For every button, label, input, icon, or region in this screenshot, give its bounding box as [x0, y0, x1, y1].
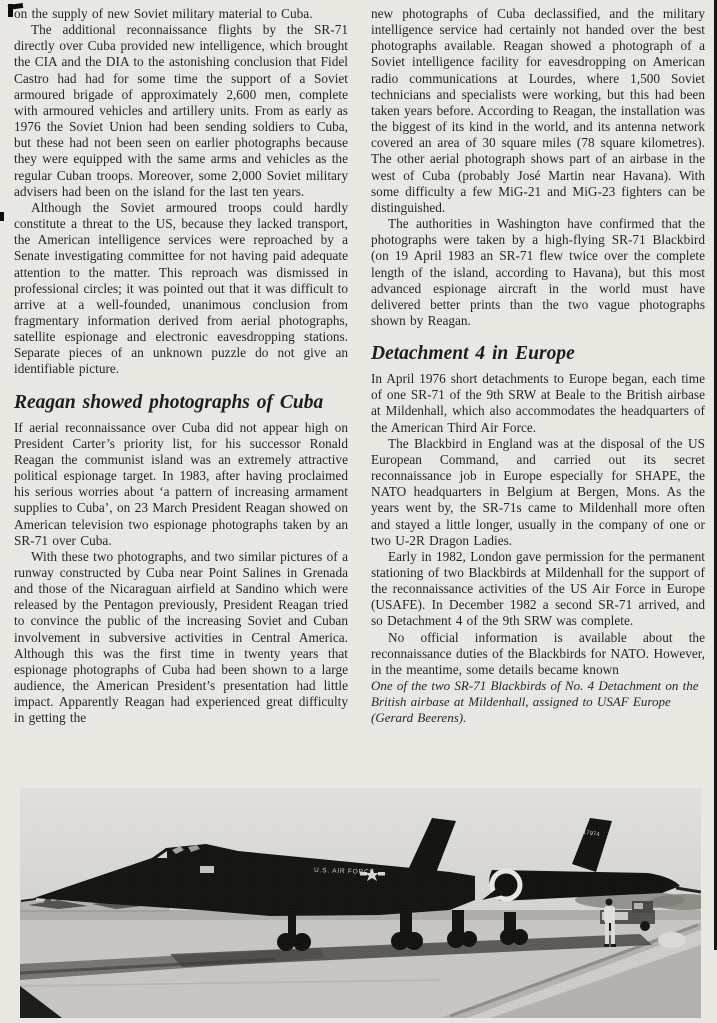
- paragraph: on the supply of new Soviet military material to Cuba.: [14, 6, 313, 21]
- paragraph: The authorities in Washington have confirmed that the photographs were taken by a high-flying SR-71 Blackbird (on 19 April 1983 an SR-71 flew twice over the complete length of the island, according to Havana), but this most advanced espionage aircraft in the world must have delivered better prints than the two vague photographs shown by Reagan.: [371, 216, 705, 328]
- photo-grain: [20, 788, 701, 1018]
- photo-caption: One of the two SR-71 Blackbirds of No. 4 Detachment on the British airbase at Mildenhall, assigned to USAF Europe (Gerard Beerens).: [371, 678, 699, 725]
- photo-sr71-blackbird: [20, 788, 701, 1018]
- paragraph: No official information is available about the reconnaissance duties of the Blackbirds for NATO. However, in the meantime, some details became known: [371, 629, 705, 677]
- paragraph: The Blackbird in England was at the disposal of the US European Command, and carried out its secret reconnaissance job in Europe especially for SHAPE, the NATO headquarters in Belgium at Bergen, Mons. As the years went by, the SR-71s came to Mildenhall more often and stayed a little longer, usually in the company of one or two U-2R Dragon Ladies.: [371, 435, 705, 548]
- paragraph: If aerial reconnaissance over Cuba did not appear high on President Carter’s priority list, for his successor Ronald Reagan the communist island was an extremely attractive political espionage target. In 1983, after having proclaimed his serious worries about ‘a pattern of increasing armament supplies to Cuba’, on 23 March President Reagan showed on American television two espionage photographs taken by an SR-71 over Cuba.: [14, 419, 348, 548]
- paragraph: With these two photographs, and two similar pictures of a runway constructed by Cuba near Point Salines in Grenada and those of the Nicaraguan airfield at Sandino which were released by the Pentagon previously, President Reagan tried to convince the public of the increasing Soviet and Cuban involvement in subversive activities in Central America. Although this was the first time in twenty years that espionage photographs of Cuba had been shown to a large audience, the American President’s presentation had little impact. Apparently Reagan had experienced great difficulty in getting the: [14, 548, 348, 726]
- left-column: [14, 6, 348, 727]
- paragraph: The additional reconnaissance flights by the SR-71 directly over Cuba provided new intelligence, which brought the CIA and the DIA to the astonishing conclusion that Fidel Castro had had for some time the support of a Soviet armoured brigade of approximately 2,600 men, complete with armoured vehicles and artillery units. From as early as 1976 the Soviet Union had been sending soldiers to Cuba, but these had not been seen on earlier photographs because they were equipped with the same arms and vehicles as the regular Cuban troops. Moreover, some 2,000 Soviet military advisers had been on the island for the last ten years.: [14, 22, 348, 199]
- right-column: [371, 6, 705, 726]
- paragraph: Although the Soviet armoured troops could hardly constitute a threat to the US, because they lacked transport, the American intelligence services were reproached by a Senate investigating committee for not having paid adequate attention to the matter. This reproach was dismissed in professional circles; it was pointed out that it was difficult to arrive at a well-founded, unanimous conclusion from fragmentary information derived from aerial photographs, satellite espionage and electronic eavesdropping stations. Separate pieces of an unknown puzzle do not give an identifiable picture.: [14, 199, 348, 377]
- paragraph: Early in 1982, London gave permission for the permanent stationing of two Blackbirds at Mildenhall for the support of the reconnaissance activities of the US Air Force in Europe (USAFE). In December 1982 a second SR-71 arrived, and so Detachment 4 of the 9th SRW was complete.: [371, 548, 705, 629]
- paragraph: In April 1976 short detachments to Europe began, each time of one SR-71 of the 9th SRW at Beale to the British airbase at Mildenhall, which also accommodates the headquarters of the American Third Air Force.: [371, 371, 705, 435]
- paragraph: new photographs of Cuba declassified, and the military intelligence service had certainly not handed over the best photographs available. Reagan showed a photograph of a Soviet intelligence facility for eavesdropping on American radio communications at Lourdes, where 1,500 Soviet technicians and specialists were working, but this had been taken years before. According to Reagan, the installation was the biggest of its kind in the world, and its antenna network covered an area of 30 square miles (78 square kilometres). The other aerial photograph shows part of an airbase in the west of Cuba (probably José Martin near Havana). With some difficulty a few MiG-21 and MiG-23 fighters can be distinguished.: [371, 6, 705, 215]
- scan-artifact-top-left-2: [8, 4, 13, 17]
- section-heading-reagan: Reagan showed photographs of Cuba: [14, 391, 324, 413]
- scan-artifact-left-edge: [0, 212, 4, 221]
- section-heading-detachment: Detachment 4 in Europe: [371, 343, 575, 365]
